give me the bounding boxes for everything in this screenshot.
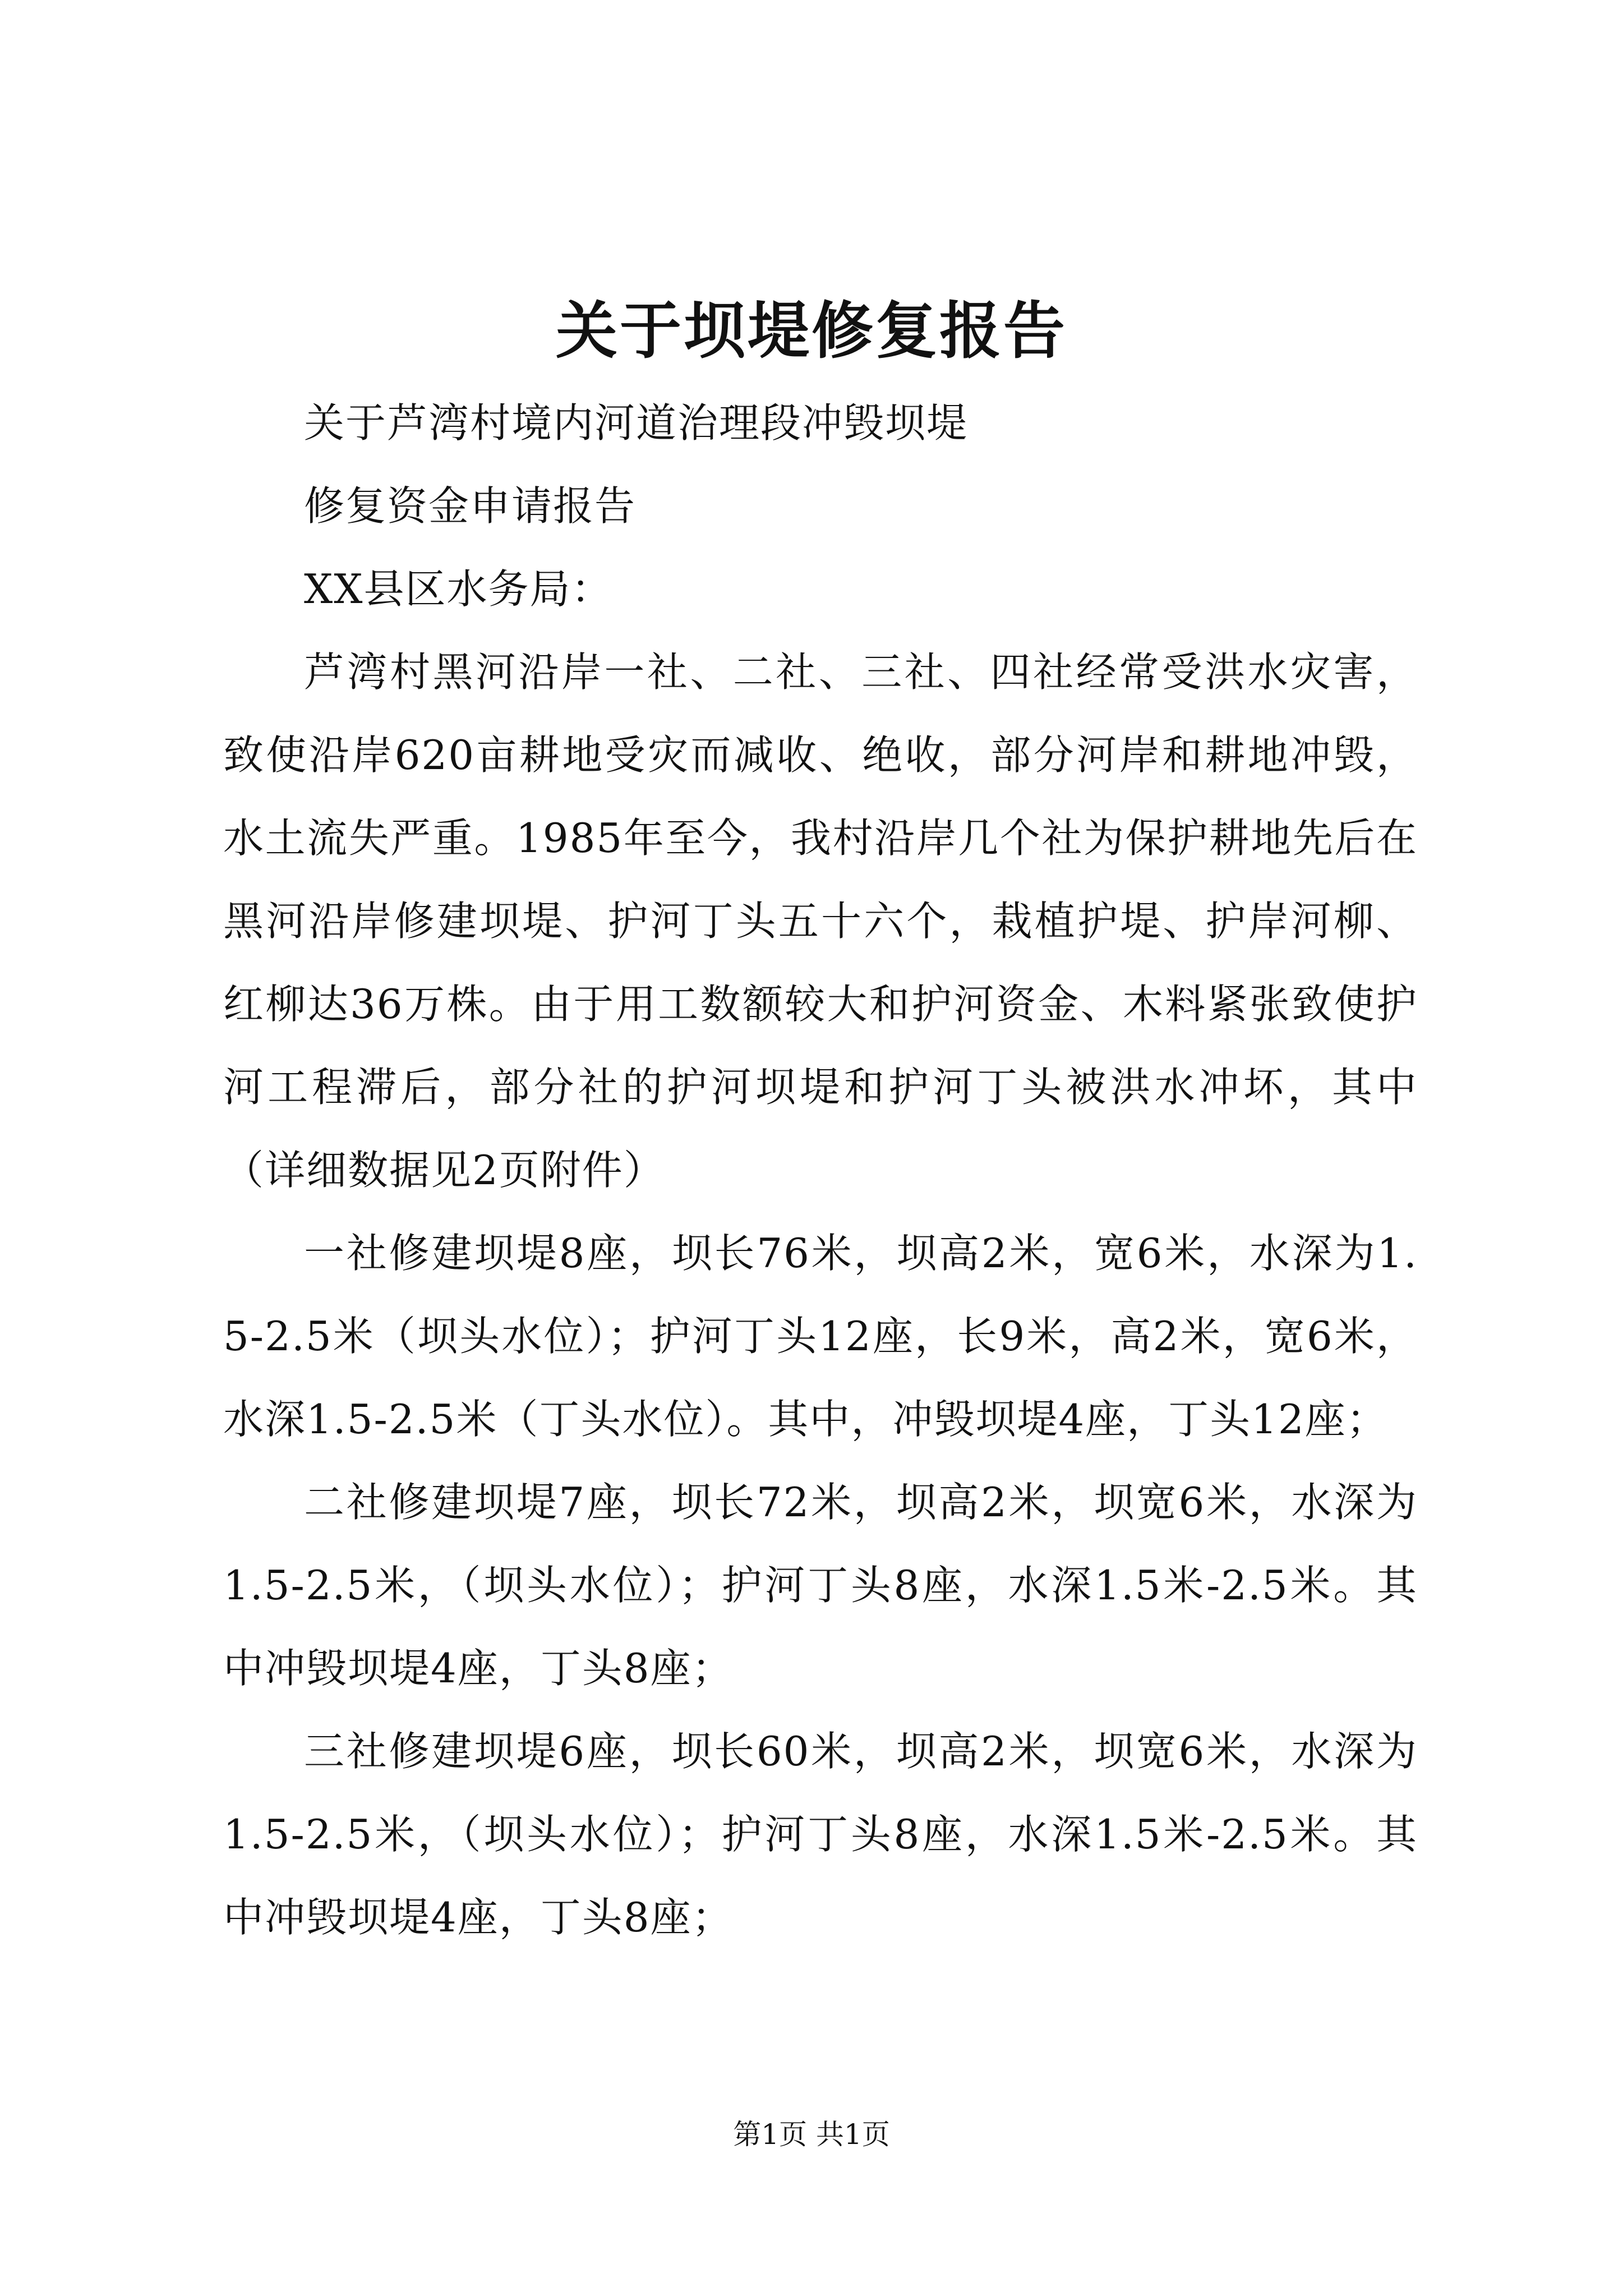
body-paragraph-she-1: 一社修建坝堤8座，坝长76米，坝高2米，宽6米，水深为1.5-2.5米（坝头水位）；护河丁头12座，长9米，高2米，宽6米，水深1.5-2.5米（丁头水位）。其中，冲毁坝堤4座，丁头12座；: [223, 1230, 1418, 1443]
page-footer: 第1页 共1页: [733, 2118, 890, 2151]
body-paragraph-she-2: 二社修建坝堤7座，坝长72米，坝高2米，坝宽6米，水深为1.5-2.5米，（坝头水位）；护河丁头8座，水深1.5米-2.5米。其中冲毁坝堤4座，丁头8座；: [223, 1479, 1418, 1692]
subject-line-1: 关于芦湾村境内河道治理段冲毁坝堤: [304, 399, 969, 447]
body-paragraph-intro: 芦湾村黑河沿岸一社、二社、三社、四社经常受洪水灾害，致使沿岸620亩耕地受灾而减收、绝收，部分河岸和耕地冲毁，水土流失严重。1985年至今，我村沿岸几个社为保护耕地先后在黑河沿岸修建坝堤、护河丁头五十六个，栽植护堤、护岸河柳、红柳达36万株。由于用工数额较大和护河资金、木料紧张致使护河工程滞后，部分社的护河坝堤和护河丁头被洪水冲坏，其中（详细数据见2页附件）: [223, 648, 1418, 1194]
body-paragraph-she-3: 三社修建坝堤6座，坝长60米，坝高2米，坝宽6米，水深为1.5-2.5米，（坝头水位）；护河丁头8座，水深1.5米-2.5米。其中冲毁坝堤4座，丁头8座；: [223, 1728, 1418, 1941]
document-body: [223, 381, 1418, 1959]
document-title: 关于坝堤修复报告: [556, 295, 1067, 367]
recipient-line: XX县区水务局：: [304, 565, 613, 613]
subject-line-2: 修复资金申请报告: [304, 482, 637, 530]
